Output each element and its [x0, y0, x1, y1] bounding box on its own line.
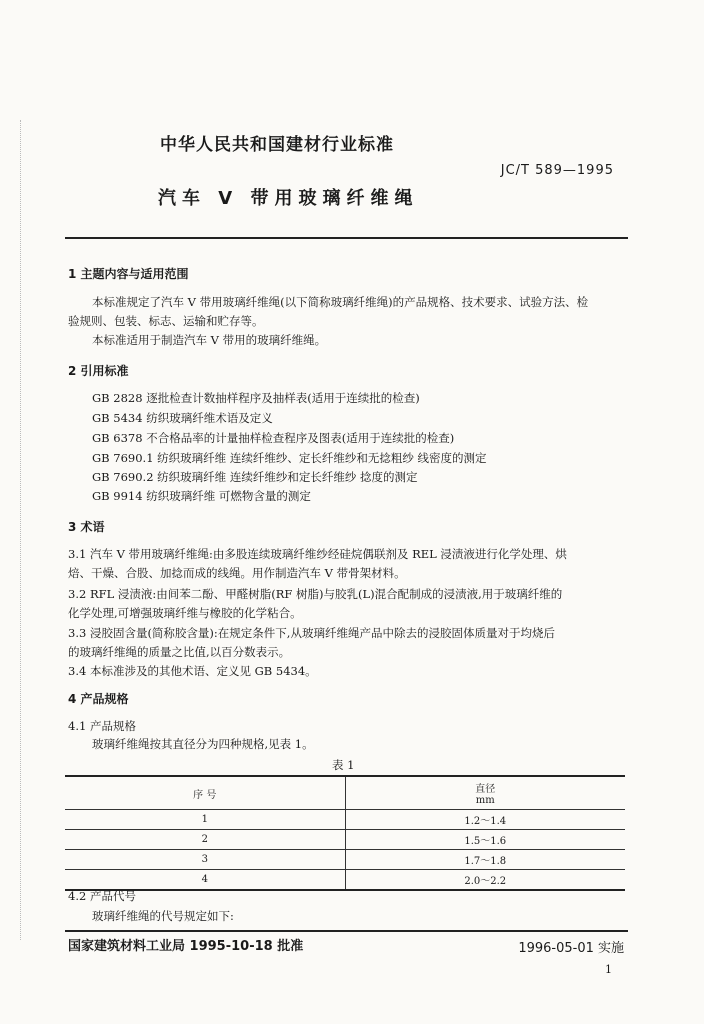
table-header-diameter-unit: mm	[475, 795, 495, 806]
table-cell-number: 3	[65, 850, 345, 870]
subsection-4-1-text: 玻璃纤维绳按其直径分为四种规格,见表 1。	[92, 737, 314, 751]
reference-item: GB 7690.1 纺织玻璃纤维 连续纤维纱、定长纤维纱和无捻粗纱 线密度的测定	[92, 451, 487, 465]
subsection-4-1-heading: 4.1 产品规格	[68, 719, 136, 733]
footer-rule	[65, 930, 628, 932]
section-2-heading: 2 引用标准	[68, 364, 129, 378]
table-cell-diameter: 2.0～2.2	[345, 870, 625, 891]
reference-item: GB 7690.2 纺织玻璃纤维 连续纤维纱和定长纤维纱 捻度的测定	[92, 470, 418, 484]
table-cell-diameter: 1.2～1.4	[345, 810, 625, 830]
term-3-3-line-2: 的玻璃纤维绳的质量之比值,以百分数表示。	[68, 645, 291, 659]
section-1-para-1-line-2: 验规则、包装、标志、运输和贮存等。	[68, 314, 264, 328]
subsection-4-2-text: 玻璃纤维绳的代号规定如下:	[92, 909, 234, 923]
section-1-para-2: 本标准适用于制造汽车 V 带用的玻璃纤维绳。	[92, 333, 327, 347]
table-cell-number: 1	[65, 810, 345, 830]
section-1-heading: 1 主题内容与适用范围	[68, 267, 189, 281]
section-1-para-1-line-1: 本标准规定了汽车 V 带用玻璃纤维绳(以下简称玻璃纤维绳)的产品规格、技术要求、试验方法、检	[92, 295, 589, 309]
standard-code: JC/T 589—1995	[500, 163, 614, 178]
section-4-heading: 4 产品规格	[68, 692, 129, 706]
table-header-diameter	[345, 777, 625, 810]
section-3-heading: 3 术语	[68, 520, 105, 534]
term-3-3-line-1: 3.3 浸胶固含量(简称胶含量):在规定条件下,从玻璃纤维绳产品中除去的浸胶固体质量对于均烧后	[68, 626, 555, 640]
table-row	[65, 830, 625, 850]
reference-item: GB 2828 逐批检查计数抽样程序及抽样表(适用于连续批的检查)	[92, 391, 420, 405]
issuing-organization: 中华人民共和国建材行业标准	[160, 135, 394, 155]
table-caption: 表 1	[332, 758, 355, 772]
table-header-number: 序 号	[65, 777, 345, 810]
header-rule	[65, 237, 628, 239]
reference-item: GB 9914 纺织玻璃纤维 可燃物含量的测定	[92, 489, 311, 503]
reference-item: GB 6378 不合格品率的计量抽样检查程序及图表(适用于连续批的检查)	[92, 431, 455, 445]
scan-edge-dots	[20, 120, 23, 940]
table-cell-diameter: 1.7～1.8	[345, 850, 625, 870]
table-cell-diameter: 1.5～1.6	[345, 830, 625, 850]
table-row	[65, 810, 625, 830]
table-header-row	[65, 777, 625, 810]
table-header-diameter-label: 直径	[475, 784, 496, 795]
diameter-table	[65, 777, 625, 891]
table-cell-number: 4	[65, 870, 345, 891]
document-title: 汽车 V 带用玻璃纤维绳	[158, 188, 419, 209]
table-cell-number: 2	[65, 830, 345, 850]
table-row	[65, 850, 625, 870]
page-number: 1	[605, 963, 612, 976]
term-3-1-line-2: 焙、干燥、合股、加捻而成的线绳。用作制造汽车 V 带骨架材料。	[68, 566, 406, 580]
term-3-2-line-1: 3.2 RFL 浸渍液:由间苯二酚、甲醛树脂(RF 树脂)与胶乳(L)混合配制成的浸渍液,用于玻璃纤维的	[68, 587, 563, 601]
term-3-2-line-2: 化学处理,可增强玻璃纤维与橡胶的化学粘合。	[68, 606, 302, 620]
implementation-date: 1996-05-01 实施	[518, 941, 624, 956]
table-row	[65, 870, 625, 891]
reference-item: GB 5434 纺织玻璃纤维术语及定义	[92, 411, 273, 425]
subsection-4-2-heading: 4.2 产品代号	[68, 889, 136, 903]
approval-date: 国家建筑材料工业局 1995-10-18 批准	[68, 939, 304, 954]
term-3-4: 3.4 本标准涉及的其他术语、定义见 GB 5434。	[68, 664, 317, 678]
term-3-1-line-1: 3.1 汽车 V 带用玻璃纤维绳:由多股连续玻璃纤维纱经硅烷偶联剂及 REL 浸渍液进行化学处理、烘	[68, 547, 567, 561]
